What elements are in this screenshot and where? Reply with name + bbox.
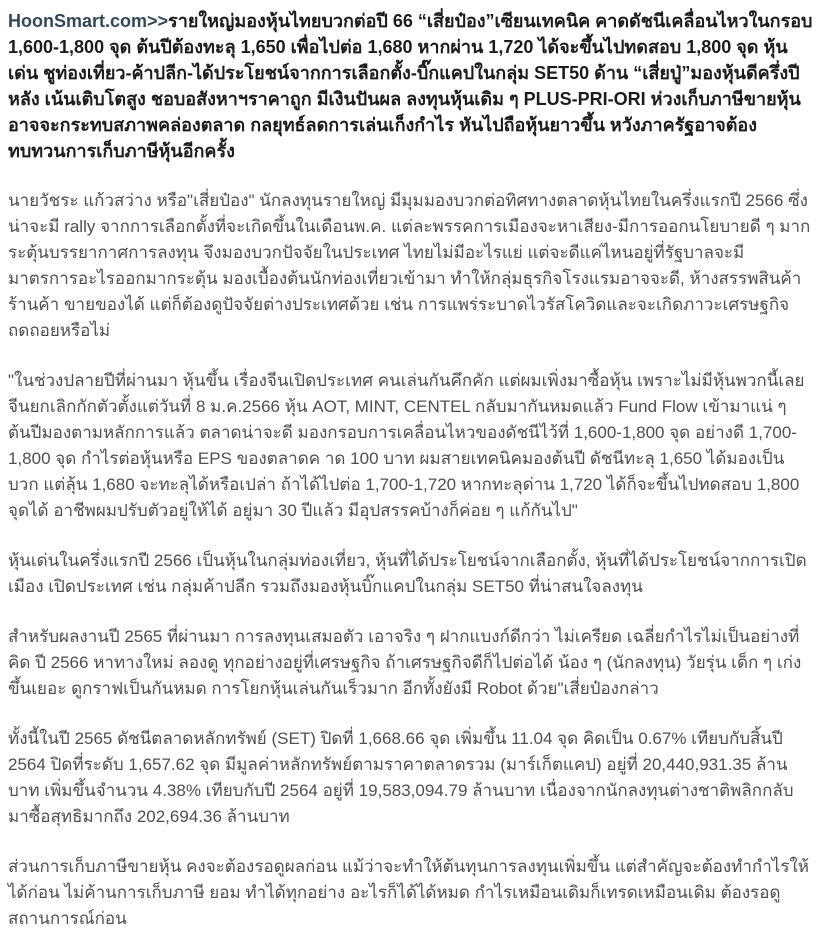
article-paragraph-4: สำหรับผลงานปี 2565 ที่ผ่านมา การลงทุนเสมอตัว เอาจริง ๆ ฝากแบงก์ดีกว่า ไม่เครียด เฉลี่ยกำไรไม่เป็นอย่างที่คิด ปี 2566 หาทางใหม่ ลองดู ทุกอย่างอยู่ที่เศรษฐกิจ ถ้าเศรษฐกิจดีก็ไปต่อได้ น้อง ๆ (นักลงทุน) วัยรุ่น เด็ก ๆ เก่งขึ้นเยอะ ดูกราฟเป็นกันหมด การโยกหุ้นเล่นกันเร็วมาก อีกทั้งยังมี Robot ด้วย"เสี่ยป๋องกล่าว (8, 627, 802, 698)
article-paragraph-1: นายวัชระ แก้วสว่าง หรือ"เสี่ยป๋อง" นักลงทุนรายใหญ่ มีมุมมองบวกต่อทิศทางตลาดหุ้นไทยในครึ่งแรกปี 2566 ซึ่งน่าจะมี rally จากการเลือกตั้งที่จะเกิดขึ้นในเดือนพ.ค. แต่ละพรรคการเมืองจะหาเสียง-มีการออกนโยบายดี ๆ มากระตุ้นบรรยากาศการลงทุน จึงมองบวกปัจจัยในประเทศ ไทยไม่มีอะไรแย่ แต่จะดีแค่ไหนอยู่ที่รัฐบาลจะมีมาตรการอะไรออกมากระตุ้น มองเบื้องต้นนักท่องเที่ยวเข้ามา ทำให้กลุ่มธุรกิจโรงแรมอาจจะดี, ห้างสรรพสินค้า ร้านค้า ขายของได้ แต่ก็ต้องดูปัจจัยต่างประเทศด้วย เช่น การแพร่ระบาดไวรัสโควิดและจะเกิดภาวะเศรษฐกิจถดถอยหรือไม่ (8, 191, 811, 340)
article-paragraph-2: "ในช่วงปลายปีที่ผ่านมา หุ้นขึ้น เรื่องจีนเปิดประเทศ คนเล่นกันคึกคัก แต่ผมเพิ่งมาซื้อหุ้น เพราะไม่มีหุ้นพวกนี้เลย จีนยกเลิกกักตัวตั้งแต่วันที่ 8 ม.ค.2566 หุ้น AOT, MINT, CENTEL กลับมากันหมดแล้ว Fund Flow เข้ามาแน่ ๆ ต้นปีมองตามหลักการแล้ว ตลาดน่าจะดี มองกรอบการเคลื่อนไหวของดัชนีไว้ที่ 1,600-1,800 จุด อย่างดี 1,700-1,800 จุด กำไรต่อหุ้นหรือ EPS ของตลาดค าด 100 บาท ผมสายเทคนิคมองต้นปี ดัชนีทะลุ 1,650 ได้มองเป็นบวก แต่ลุ้น 1,680 จะทะลุได้หรือเปล่า ถ้าได้ไปต่อ 1,700-1,720 หากทะลุด่าน 1,720 ได้ก็จะขึ้นไปทดสอบ 1,800 จุดได้ อาชีพผมปรับตัวอยู่ให้ได้ อยู่มา 30 ปีแล้ว มีอุปสรรคบ้างก็ค่อย ๆ แก้กันไป" (8, 371, 805, 520)
article-headline (8, 8, 813, 164)
article-paragraph-6: ส่วนการเก็บภาษีขายหุ้น คงจะต้องรอดูผลก่อน แม้ว่าจะทำให้ต้นทุนการลงทุนเพิ่มขึ้น แต่สำคัญจะต้องทำกำไรให้ได้ก่อน ไม่ค้านการเก็บภาษี ยอม ทำได้ทุกอย่าง อะไรก็ได้ได้หมด กำไรเหมือนเดิมก็เทรดเหมือนเดิม ต้องรอดูสถานการณ์ก่อน (8, 857, 809, 928)
brand-hoonsmart: HoonSmart.com>> (8, 11, 169, 31)
article-paragraph-3: หุ้นเด่นในครึ่งแรกปี 2566 เป็นหุ้นในกลุ่มท่องเที่ยว, หุ้นที่ได้ประโยชน์จากเลือกตั้ง, หุ้นที่ได้ประโยชน์จากการเปิดเมือง เปิดประเทศ เช่น กลุ่มค้าปลีก รวมถึงมองหุ้นบิ๊กแคปในกลุ่ม SET50 ที่น่าสนใจลงทุน (8, 551, 807, 596)
article-paragraph-5: ทั้งนี้ในปี 2565 ดัชนีตลาดหลักทรัพย์ (SET) ปิดที่ 1,668.66 จุด เพิ่มขึ้น 11.04 จุด คิดเป็น 0.67% เทียบกับสิ้นปี 2564 ปิดที่ระดับ 1,657.62 จุด มีมูลค่าหลักทรัพย์ตามราคาตลาดรวม (มาร์เก็ตแคป) อยู่ที่ 20,440,931.35 ล้านบาท เพิ่มขึ้นจำนวน 4.38% เทียบกับปี 2564 อยู่ที่ 19,583,094.79 ล้านบาท เนื่องจากนักลงทุนต่างชาติพลิกกลับมาซื้อสุทธิมากถึง 202,694.36 ล้านบาท (8, 729, 794, 826)
headline-text: รายใหญ่มองหุ้นไทยบวกต่อปี 66 “เสี่ยป๋อง”เซียนเทคนิค คาดดัชนีเคลื่อนไหวในกรอบ 1,600-1,800 จุด ต้นปีต้องทะลุ 1,650 เพื่อไปต่อ 1,680 หากผ่าน 1,720 ได้จะขึ้นไปทดสอบ 1,800 จุด หุ้นเด่น ชูท่องเที่ยว-ค้าปลีก-ได้ประโยชน์จากการเลือกตั้ง-บิ๊กแคปในกลุ่ม SET50 ด้าน “เสี่ยปู่”มองหุ้นดีครึ่งปีหลัง เน้นเติบโตสูง ชอบอสังหาฯราคาถูก มีเงินปันผล ลงทุนหุ้นเดิม ๆ PLUS-PRI-ORI ห่วงเก็บภาษีขายหุ้น อาจจะกระทบสภาพคล่องตลาด กลยุทธ์ลดการเล่นเก็งกำไร หันไปถือหุ้นยาวขึ้น หวังภาครัฐอาจต้องทบทวนการเก็บภาษีหุ้นอีกครั้ง (8, 11, 813, 161)
